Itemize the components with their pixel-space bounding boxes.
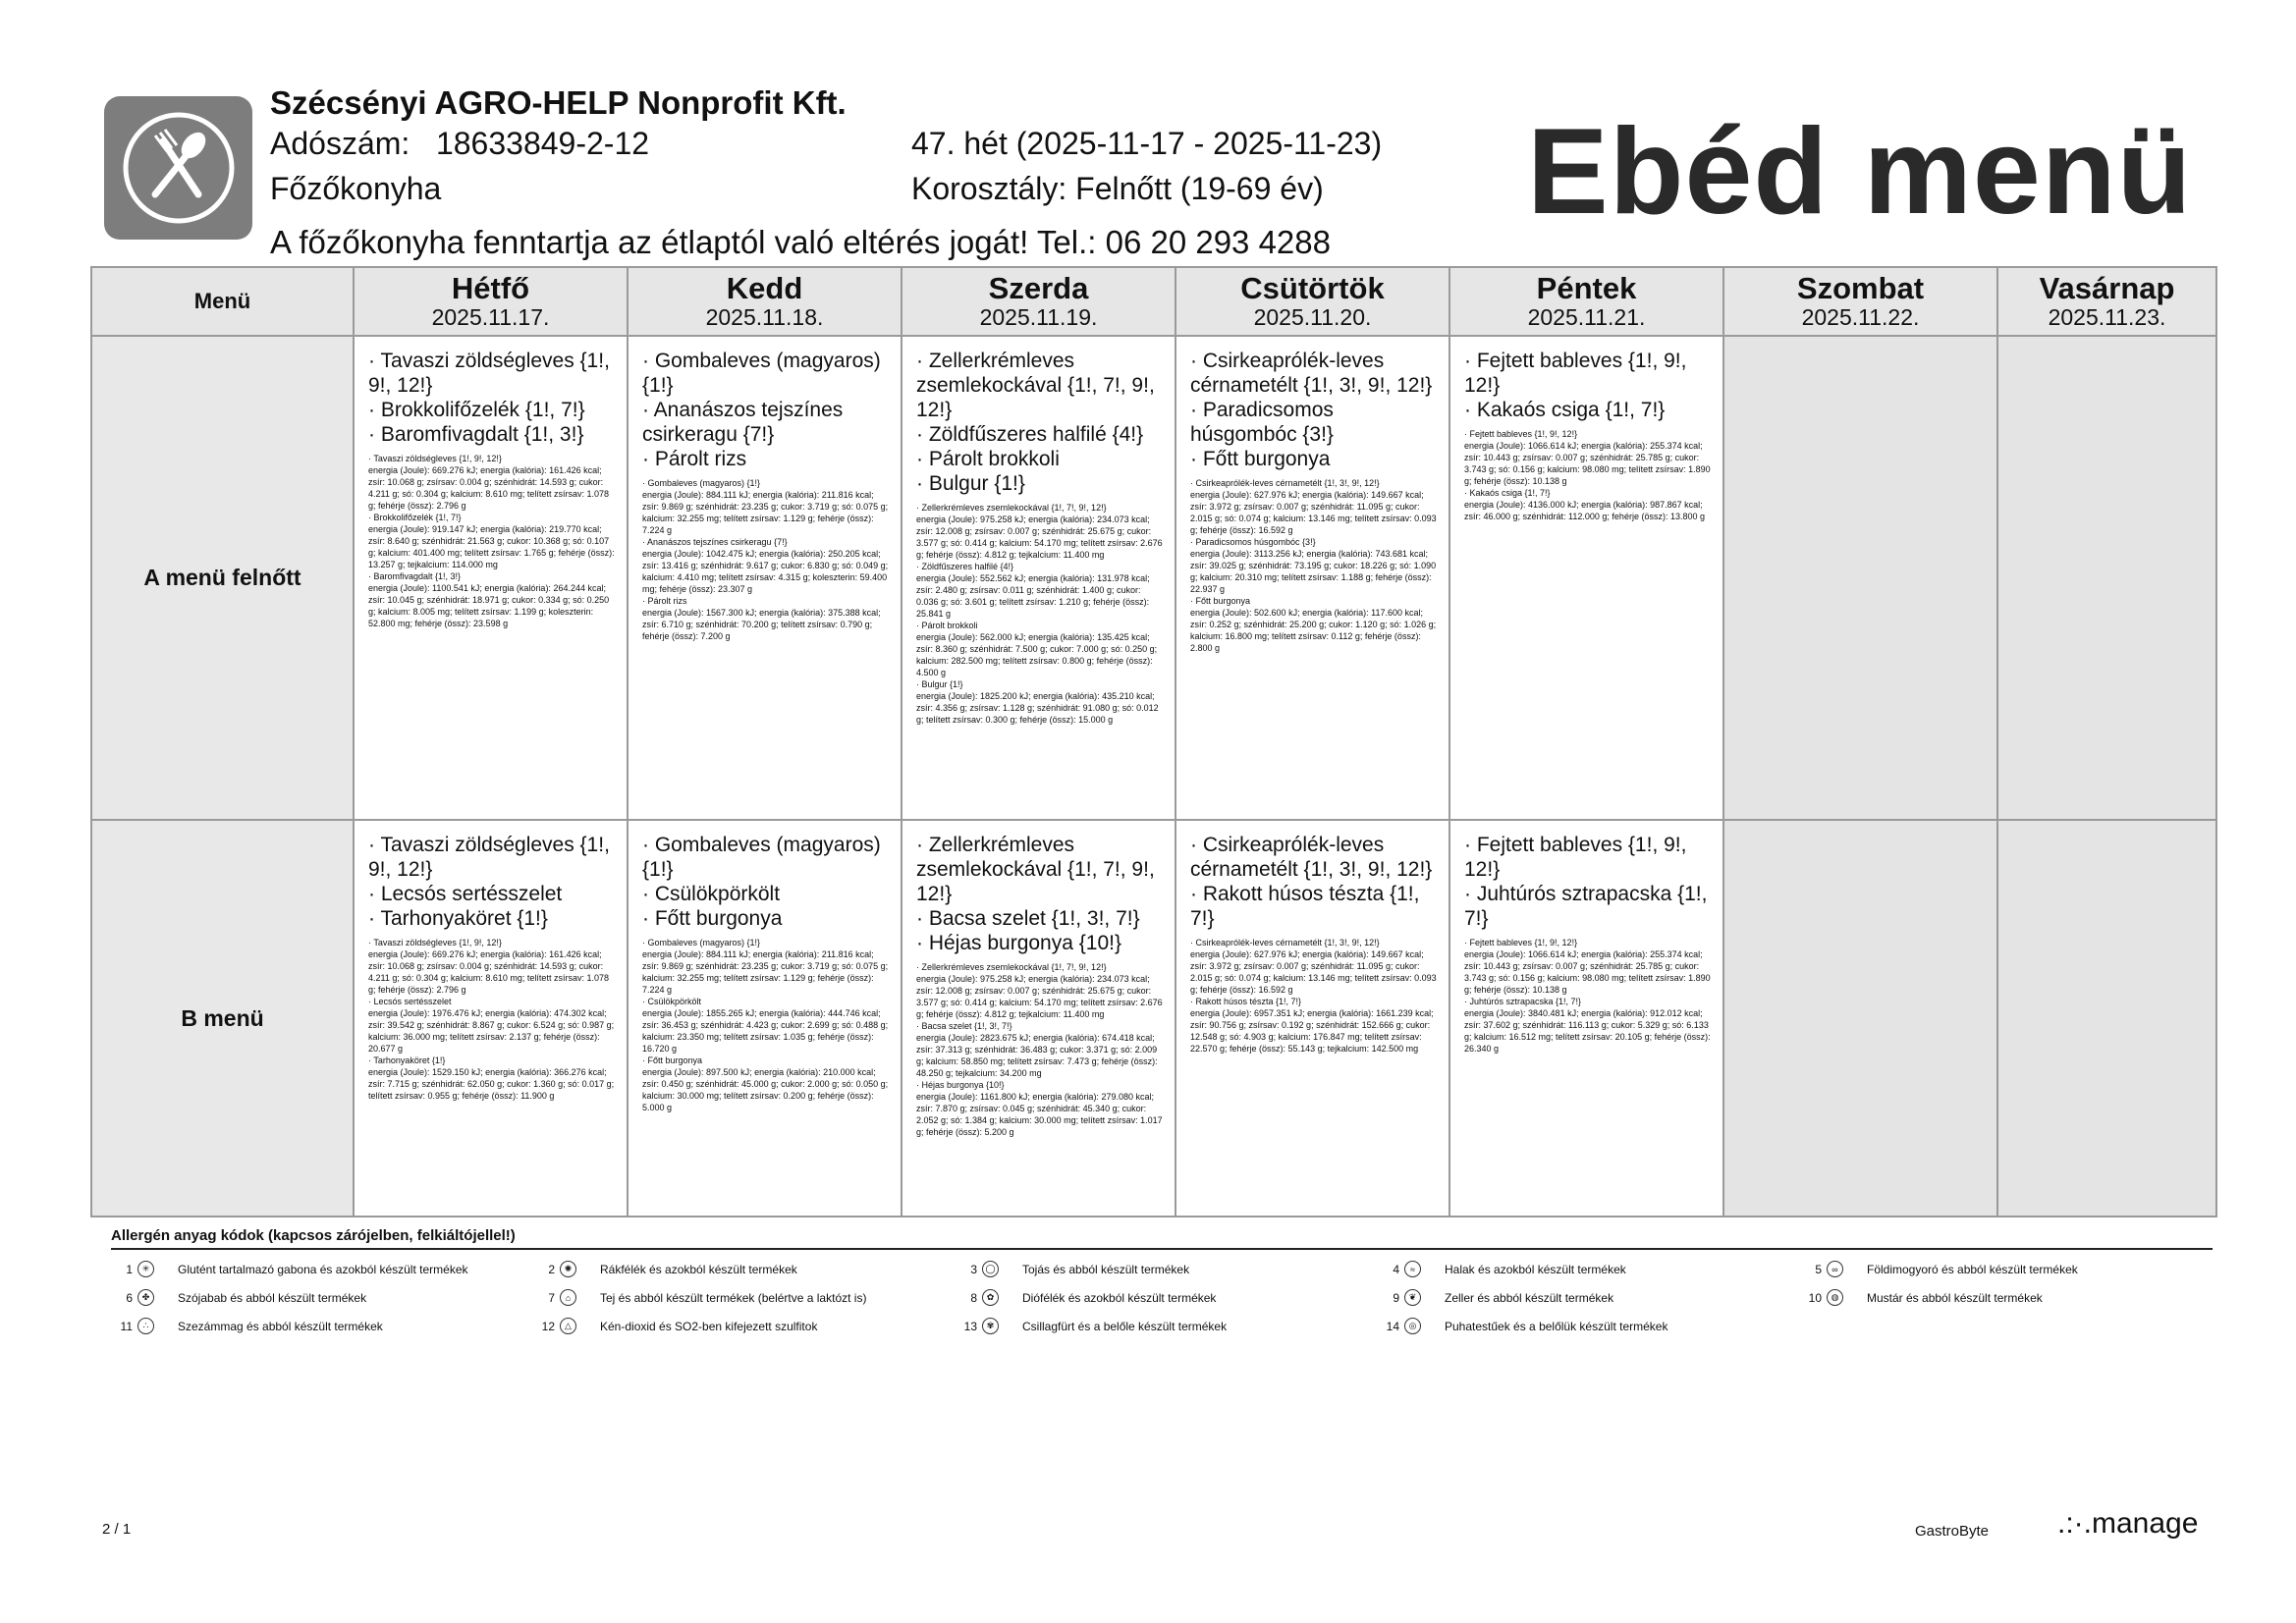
nutrition-values: energia (Joule): 3113.256 kJ; energia (kalória): 743.681 kcal; zsír: 39.025 g; szénhidrát: 73.195 g; cukor: 18.226 g; só: 1.090 g; kalcium: 20.310 mg; telített zsírsav: 1.188 g; fehérje (össz): 22.937 g (1190, 549, 1437, 594)
allergen-number: 7 (548, 1290, 555, 1305)
crab-icon: ✺ (560, 1261, 576, 1277)
allergen-number: 6 (126, 1290, 133, 1305)
dish-name: · Kakaós csiga {1!, 7!} (1464, 399, 1666, 421)
nutrition-values: energia (Joule): 6957.351 kJ; energia (kalória): 1661.239 kcal; zsír: 90.756 g; zsírsav: 0.192 g; szénhidrát: 152.666 g; cukor: 12.548 g; só: 4.903 g; kalcium: 176.847 mg; telített zsírsav: 22.570 g; fehérje (össz): 55.143 g; tejkalcium: 142.500 mg (1190, 1008, 1434, 1054)
nutrition-values: energia (Joule): 884.111 kJ; energia (kalória): 211.816 kcal; zsír: 9.869 g; szénhidrát: 23.235 g; cukor: 3.719 g; só: 0.075 g; kalcium: 32.255 mg; telített zsírsav: 1.129 g; fehérje (össz): 7.224 g (642, 949, 889, 995)
nutrition-values: energia (Joule): 1855.265 kJ; energia (kalória): 444.746 kcal; zsír: 36.453 g; szénhidrát: 4.423 g; cukor: 2.699 g; só: 0.488 g; kalcium: 23.350 mg; telített zsírsav: 1.035 g; fehérje (össz): 16.720 g (642, 1008, 889, 1054)
menu-cell (1723, 336, 1997, 820)
nutrition-dish-label: · Lecsós sertésszelet (368, 997, 452, 1006)
dish-name: · Gombaleves (magyaros) {1!} (642, 834, 881, 881)
dish-name: · Tavaszi zöldségleves {1!, 9!, 12!} (368, 834, 610, 881)
menu-cell (1723, 820, 1997, 1217)
nutrition-values: energia (Joule): 884.111 kJ; energia (kalória): 211.816 kcal; zsír: 9.869 g; szénhidrát: 23.235 g; cukor: 3.719 g; só: 0.075 g; kalcium: 32.255 mg; telített zsírsav: 1.129 g; fehérje (össz): 7.224 g (642, 490, 889, 535)
allergen-item (533, 1318, 817, 1334)
nutrition-dish-label: · Csülökpörkölt (642, 997, 702, 1006)
nutrition-dish-label: · Főtt burgonya (1190, 596, 1251, 606)
nutrition-dish-label: · Zellerkrémleves zsemlekockával {1!, 7!, 9!, 12!} (916, 962, 1107, 972)
nutrition-values: energia (Joule): 897.500 kJ; energia (kalória): 210.000 kcal; zsír: 0.450 g; szénhidrát: 45.000 g; cukor: 2.000 g; só: 0.050 g; kalcium: 30.000 mg; telített zsírsav: 0.200 g; fehérje (össz): 5.000 g (642, 1067, 889, 1112)
allergen-number: 9 (1393, 1290, 1399, 1305)
allergen-label: Csillagfürt és a belőle készült termékek (1022, 1319, 1228, 1333)
day-name: Hétfő (451, 271, 530, 305)
nutrition-values: energia (Joule): 1066.614 kJ; energia (kalória): 255.374 kcal; zsír: 10.443 g; zsírsav: 0.007 g; szénhidrát: 25.785 g; cukor: 3.743 g; só: 0.156 g; kalcium: 98.080 mg; telített zsírsav: 1.890 g; fehérje (össz): 10.138 g (1464, 949, 1711, 995)
menu-cell (1449, 336, 1723, 820)
dish-name: · Főtt burgonya (642, 907, 783, 930)
day-header (1175, 267, 1449, 336)
menu-cell (1997, 336, 2216, 820)
day-name: Vasárnap (2039, 271, 2175, 305)
vendor-name: GastroByte (1915, 1523, 1990, 1540)
nutrition-values: energia (Joule): 1042.475 kJ; energia (kalória): 250.205 kcal; zsír: 13.416 g; szénhidrát: 9.617 g; cukor: 6.830 g; só: 0.049 g; kalcium: 4.410 mg; telített zsírsav: 4.315 g; koleszterin: 59.400 mg; fehérje (össz): 23.307 g (642, 549, 889, 594)
day-date: 2025.11.20. (1253, 304, 1372, 330)
nutrition-dish-label: · Csirkeaprólék-leves cérnametélt {1!, 3!, 9!, 12!} (1190, 478, 1380, 488)
allergen-label: Rákfélék és azokból készült termékek (600, 1262, 797, 1276)
dish-name: · Csirkeaprólék-leves cérnametélt {1!, 3!, 9!, 12!} (1190, 350, 1433, 397)
allergen-item (533, 1261, 797, 1277)
dish-name: · Csülökpörkölt (642, 883, 781, 905)
brand-logo: .:·.manage (2057, 1507, 2199, 1540)
dish-name: · Lecsós sertésszelet (368, 883, 563, 905)
menu-row-label: B menü (91, 820, 354, 1217)
nutrition-dish-label: · Rakott húsos tészta {1!, 7!} (1190, 997, 1302, 1006)
menu-table (90, 266, 2217, 1217)
fish-icon: ≈ (1404, 1261, 1421, 1277)
page-number: 2 / 1 (102, 1521, 132, 1538)
allergen-item (111, 1261, 468, 1277)
wheat-icon: ✳ (137, 1261, 154, 1277)
dish-name: · Baromfivagdalt {1!, 3!} (368, 423, 584, 446)
nutrition-values: energia (Joule): 4136.000 kJ; energia (kalória): 987.867 kcal; zsír: 46.000 g; szénhidrát: 112.000 g; fehérje (össz): 13.800 g (1464, 500, 1705, 521)
logo (104, 96, 252, 240)
nutrition-values: energia (Joule): 975.258 kJ; energia (kalória): 234.073 kcal; zsír: 12.008 g; zsírsav: 0.007 g; szénhidrát: 25.675 g; cukor: 3.577 g; só: 0.414 g; kalcium: 54.170 mg; telített zsírsav: 2.676 g; fehérje (össz): 4.812 g; tejkalcium: 11.400 mg (916, 974, 1163, 1019)
corner-header: Menü (91, 267, 354, 336)
allergen-item (956, 1261, 1189, 1277)
dish-name: · Fejtett bableves {1!, 9!, 12!} (1464, 350, 1687, 397)
dish-name: · Bacsa szelet {1!, 3!, 7!} (916, 907, 1140, 930)
notice: A főzőkonyha fenntartja az étlaptól való eltérés jogát! Tel.: 06 20 293 4288 (270, 224, 1331, 260)
day-name: Szombat (1796, 271, 1925, 305)
allergen-label: Puhatestűek és a belőlük készült termékek (1445, 1319, 1668, 1333)
menu-cell (1175, 820, 1449, 1217)
allergen-item (1378, 1289, 1613, 1306)
allergen-item (1800, 1289, 2043, 1306)
nutrition-values: energia (Joule): 669.276 kJ; energia (kalória): 161.426 kcal; zsír: 10.068 g; zsírsav: 0.004 g; szénhidrát: 14.593 g; cukor: 4.211 g; só: 0.304 g; kalcium: 8.610 mg; telített zsírsav: 1.078 g; fehérje (össz): 2.796 g (368, 949, 609, 995)
allergen-number: 4 (1393, 1262, 1399, 1276)
allergen-number: 3 (970, 1262, 977, 1276)
dish-name: · Ananászos tejszínes csirkeragu {7!} (642, 399, 844, 446)
nutrition-dish-label: · Bulgur {1!} (916, 679, 963, 689)
dish-name: · Főtt burgonya (1190, 448, 1331, 470)
allergen-label: Szezámmag és abból készült termékek (178, 1319, 383, 1333)
nutrition-values: energia (Joule): 562.000 kJ; energia (kalória): 135.425 kcal; zsír: 8.360 g; szénhidrát: 7.500 g; cukor: 7.000 g; só: 0.250 g; kalcium: 282.500 mg; telített zsírsav: 0.800 g; fehérje (össz): 4.500 g (916, 632, 1158, 677)
nutrition-info (1190, 937, 1439, 1055)
allergen-number: 13 (963, 1319, 977, 1333)
allergen-item (1378, 1318, 1667, 1334)
nutrition-dish-label: · Fejtett bableves {1!, 9!, 12!} (1464, 938, 1578, 947)
spoon-fork-icon (104, 96, 252, 240)
allergen-item (956, 1289, 1216, 1306)
day-header (628, 267, 902, 336)
dish-name: · Brokkolifőzelék {1!, 7!} (368, 399, 585, 421)
nutrition-dish-label: · Tavaszi zöldségleves {1!, 9!, 12!} (368, 454, 502, 463)
nutrition-dish-label: · Héjas burgonya {10!} (916, 1080, 1005, 1090)
nutrition-values: energia (Joule): 552.562 kJ; energia (kalória): 131.978 kcal; zsír: 2.480 g; zsírsav: 0.011 g; szénhidrát: 1.400 g; cukor: 0.036 g; só: 3.601 g; telített zsírsav: 1.210 g; fehérje (össz): 25.841 g (916, 573, 1150, 619)
allergen-label: Zeller és abból készült termékek (1445, 1290, 1614, 1305)
nutrition-dish-label: · Paradicsomos húsgombóc {3!} (1190, 537, 1316, 547)
allergen-label: Tej és abból készült termékek (belértve a laktózt is) (600, 1290, 867, 1305)
nutrition-info (368, 937, 617, 1102)
nutrition-dish-label: · Gombaleves (magyaros) {1!} (642, 938, 761, 947)
dish-name: · Juhtúrós sztrapacska {1!, 7!} (1464, 883, 1708, 930)
dish-name: · Csirkeaprólék-leves cérnametélt {1!, 3!, 9!, 12!} (1190, 834, 1433, 881)
allergen-number: 2 (548, 1262, 555, 1276)
week-range: 47. hét (2025-11-17 - 2025-11-23) (911, 126, 1383, 161)
egg-icon: ◯ (982, 1261, 999, 1277)
day-header (1997, 267, 2216, 336)
menu-cell (628, 336, 902, 820)
day-name: Péntek (1536, 271, 1637, 305)
allergen-label: Diófélék és azokból készült termékek (1022, 1290, 1217, 1305)
allergen-label: Tojás és abból készült termékek (1022, 1262, 1190, 1276)
nutrition-info (1464, 428, 1713, 522)
day-name: Csütörtök (1240, 271, 1385, 305)
dish-name: · Zellerkrémleves zsemlekockával {1!, 7!, 9!, 12!} (916, 350, 1155, 421)
menu-row (91, 336, 2216, 820)
allergen-label: Földimogyoró és abból készült termékek (1867, 1262, 2078, 1276)
nutrition-dish-label: · Tavaszi zöldségleves {1!, 9!, 12!} (368, 938, 502, 947)
allergen-label: Halak és azokból készült termékek (1445, 1262, 1626, 1276)
dish-name: · Fejtett bableves {1!, 9!, 12!} (1464, 834, 1687, 881)
company-name: Szécsényi AGRO-HELP Nonprofit Kft. (270, 84, 847, 121)
day-date: 2025.11.21. (1527, 304, 1646, 330)
allergen-label: Kén-dioxid és SO2-ben kifejezett szulfitok (600, 1319, 818, 1333)
nutrition-dish-label: · Tarhonyaköret {1!} (368, 1055, 446, 1065)
soy-icon: ✤ (137, 1289, 154, 1306)
dish-name: · Zöldfűszeres halfilé {4!} (916, 423, 1144, 446)
menu-cell (902, 820, 1175, 1217)
day-name: Kedd (726, 271, 803, 305)
dish-name: · Párolt brokkoli (916, 448, 1060, 470)
nutrition-values: energia (Joule): 2823.675 kJ; energia (kalória): 674.418 kcal; zsír: 37.313 g; szénhidrát: 36.483 g; cukor: 3.371 g; só: 2.009 g; kalcium: 58.850 mg; telített zsírsav: 7.473 g; fehérje (össz): 48.250 g; tejkalcium: 34.200 mg (916, 1033, 1158, 1078)
menu-cell (628, 820, 902, 1217)
menu-cell (1175, 336, 1449, 820)
tax-number: Adószám: 18633849-2-12 (270, 126, 650, 161)
nutrition-values: energia (Joule): 627.976 kJ; energia (kalória): 149.667 kcal; zsír: 3.972 g; zsírsav: 0.007 g; szénhidrát: 11.095 g; cukor: 2.015 g; só: 0.074 g; kalcium: 13.146 mg; telített zsírsav: 0.093 g; fehérje (össz): 16.592 g (1190, 949, 1437, 995)
allergen-title: Allergén anyag kódok (kapcsos zárójelben, felkiáltójellel!) (111, 1227, 516, 1244)
nutrition-dish-label: · Gombaleves (magyaros) {1!} (642, 478, 761, 488)
allergen-item (956, 1318, 1227, 1334)
page-title: Ebéd menü (1527, 104, 2193, 240)
nutrition-values: energia (Joule): 919.147 kJ; energia (kalória): 219.770 kcal; zsír: 8.640 g; szénhidrát: 21.563 g; cukor: 10.368 g; só: 0.107 g; kalcium: 401.400 mg; telített zsírsav: 1.765 g; fehérje (össz): 13.257 g; tejkalcium: 114.000 mg (368, 524, 615, 569)
allergen-number: 1 (126, 1262, 133, 1276)
allergen-item (1378, 1261, 1626, 1277)
divider (111, 1248, 2213, 1250)
nutrition-values: energia (Joule): 1976.476 kJ; energia (kalória): 474.302 kcal; zsír: 39.542 g; szénhidrát: 8.867 g; cukor: 6.524 g; só: 0.987 g; kalcium: 36.000 mg; telített zsírsav: 2.137 g; fehérje (össz): 20.677 g (368, 1008, 615, 1054)
nutrition-values: energia (Joule): 1066.614 kJ; energia (kalória): 255.374 kcal; zsír: 10.443 g; zsírsav: 0.007 g; szénhidrát: 25.785 g; cukor: 3.743 g; só: 0.156 g; kalcium: 98.080 mg; telített zsírsav: 1.890 g; fehérje (össz): 10.138 g (1464, 441, 1711, 486)
day-header (1723, 267, 1997, 336)
menu-row (91, 820, 2216, 1217)
menu-cell (902, 336, 1175, 820)
sesame-icon: ∴ (137, 1318, 154, 1334)
day-date: 2025.11.22. (1801, 304, 1920, 330)
nutrition-info (1464, 937, 1713, 1055)
nutrition-info (642, 477, 891, 642)
day-date: 2025.11.19. (979, 304, 1098, 330)
day-date: 2025.11.23. (2048, 304, 2166, 330)
dish-name: · Tarhonyaköret {1!} (368, 907, 548, 930)
nutrition-dish-label: · Baromfivagdalt {1!, 3!} (368, 571, 462, 581)
nutrition-info (916, 502, 1165, 726)
nutrition-dish-label: · Juhtúrós sztrapacska {1!, 7!} (1464, 997, 1582, 1006)
celery-icon: ❦ (1404, 1289, 1421, 1306)
nutrition-info (1190, 477, 1439, 654)
nutrition-info (368, 453, 617, 629)
allergen-item (1800, 1261, 2078, 1277)
nutrition-values: energia (Joule): 1161.800 kJ; energia (kalória): 279.080 kcal; zsír: 7.870 g; zsírsav: 0.045 g; szénhidrát: 45.340 g; cukor: 2.052 g; só: 1.384 g; kalcium: 30.000 mg; telített zsírsav: 1.017 g; fehérje (össz): 5.200 g (916, 1092, 1163, 1137)
day-header (902, 267, 1175, 336)
day-header (1449, 267, 1723, 336)
lupin-icon: ✾ (982, 1318, 999, 1334)
allergen-item (533, 1289, 866, 1306)
menu-cell (354, 820, 628, 1217)
sulphite-icon: △ (560, 1318, 576, 1334)
allergen-number: 8 (970, 1290, 977, 1305)
allergen-number: 5 (1815, 1262, 1822, 1276)
allergen-label: Szójabab és abból készült termékek (178, 1290, 367, 1305)
dish-name: · Héjas burgonya {10!} (916, 932, 1121, 954)
day-name: Szerda (988, 271, 1089, 305)
day-header (354, 267, 628, 336)
dish-name: · Tavaszi zöldségleves {1!, 9!, 12!} (368, 350, 610, 397)
allergen-number: 11 (120, 1319, 133, 1333)
nutrition-dish-label: · Zöldfűszeres halfilé {4!} (916, 562, 1014, 571)
nutrition-values: energia (Joule): 975.258 kJ; energia (kalória): 234.073 kcal; zsír: 12.008 g; zsírsav: 0.007 g; szénhidrát: 25.675 g; cukor: 3.577 g; só: 0.414 g; kalcium: 54.170 mg; telített zsírsav: 2.676 g; fehérje (össz): 4.812 g; tejkalcium: 11.400 mg (916, 514, 1163, 560)
nutrition-values: energia (Joule): 3840.481 kJ; energia (kalória): 912.012 kcal; zsír: 37.602 g; szénhidrát: 116.113 g; cukor: 5.329 g; só: 6.133 g; kalcium: 16.512 mg; telített zsírsav: 20.105 g; fehérje (össz): 26.340 g (1464, 1008, 1711, 1054)
allergen-item (111, 1318, 383, 1334)
nutrition-dish-label: · Bacsa szelet {1!, 3!, 7!} (916, 1021, 1012, 1031)
day-date: 2025.11.17. (431, 304, 550, 330)
dish-name: · Rakott húsos tészta {1!, 7!} (1190, 883, 1420, 930)
allergen-number: 14 (1386, 1319, 1399, 1333)
mustard-icon: ◍ (1827, 1289, 1843, 1306)
milk-icon: ⌂ (560, 1289, 576, 1306)
peanut-icon: ∞ (1827, 1261, 1843, 1277)
dish-name: · Bulgur {1!} (916, 472, 1025, 495)
nutrition-dish-label: · Párolt rizs (642, 596, 687, 606)
allergen-item (111, 1289, 366, 1306)
nutrition-values: energia (Joule): 1100.541 kJ; energia (kalória): 264.244 kcal; zsír: 10.045 g; szénhidrát: 18.971 g; cukor: 0.334 g; só: 0.250 g; kalcium: 8.005 mg; telített zsírsav: 1.199 g; koleszterin: 52.800 mg; fehérje (össz): 23.598 g (368, 583, 610, 628)
dish-name: · Paradicsomos húsgombóc {3!} (1190, 399, 1334, 446)
menu-cell (1997, 820, 2216, 1217)
nutrition-dish-label: · Zellerkrémleves zsemlekockával {1!, 7!, 9!, 12!} (916, 503, 1107, 513)
allergen-number: 12 (541, 1319, 555, 1333)
nutrition-values: energia (Joule): 1825.200 kJ; energia (kalória): 435.210 kcal; zsír: 4.356 g; zsírsav: 1.128 g; szénhidrát: 91.080 g; só: 0.012 g; telített zsírsav: 0.300 g; fehérje (össz): 15.000 g (916, 691, 1159, 725)
nutrition-info (916, 961, 1165, 1138)
menu-cell (1449, 820, 1723, 1217)
nutrition-values: energia (Joule): 1567.300 kJ; energia (kalória): 375.388 kcal; zsír: 6.710 g; szénhidrát: 70.200 g; telített zsírsav: 0.790 g; fehérje (össz): 7.200 g (642, 608, 881, 641)
nutrition-dish-label: · Brokkolifőzelék {1!, 7!} (368, 513, 462, 522)
nutrition-info (642, 937, 891, 1113)
nutrition-values: energia (Joule): 669.276 kJ; energia (kalória): 161.426 kcal; zsír: 10.068 g; zsírsav: 0.004 g; szénhidrát: 14.593 g; cukor: 4.211 g; só: 0.304 g; kalcium: 8.610 mg; telített zsírsav: 1.078 g; fehérje (össz): 2.796 g (368, 465, 609, 511)
nutrition-values: energia (Joule): 502.600 kJ; energia (kalória): 117.600 kcal; zsír: 0.252 g; szénhidrát: 25.200 g; cukor: 1.120 g; só: 1.026 g; kalcium: 16.800 mg; telített zsírsav: 0.112 g; fehérje (össz): 2.800 g (1190, 608, 1437, 653)
allergen-label: Mustár és abból készült termékek (1867, 1290, 2043, 1305)
menu-row-label: A menü felnőtt (91, 336, 354, 820)
menu-cell (354, 336, 628, 820)
nutrition-dish-label: · Főtt burgonya (642, 1055, 703, 1065)
nutrition-values: energia (Joule): 627.976 kJ; energia (kalória): 149.667 kcal; zsír: 3.972 g; zsírsav: 0.007 g; szénhidrát: 11.095 g; cukor: 2.015 g; só: 0.074 g; kalcium: 13.146 mg; telített zsírsav: 0.093 g; fehérje (össz): 16.592 g (1190, 490, 1437, 535)
mollusc-icon: ◎ (1404, 1318, 1421, 1334)
nutrition-dish-label: · Fejtett bableves {1!, 9!, 12!} (1464, 429, 1578, 439)
nut-icon: ✿ (982, 1289, 999, 1306)
nutrition-values: energia (Joule): 1529.150 kJ; energia (kalória): 366.276 kcal; zsír: 7.715 g; szénhidrát: 62.050 g; cukor: 1.360 g; só: 0.017 g; telített zsírsav: 0.955 g; fehérje (össz): 11.900 g (368, 1067, 615, 1101)
nutrition-dish-label: · Kakaós csiga {1!, 7!} (1464, 488, 1551, 498)
nutrition-dish-label: · Ananászos tejszínes csirkeragu {7!} (642, 537, 788, 547)
kitchen-name: Főzőkonyha (270, 171, 442, 206)
allergen-label: Glutént tartalmazó gabona és azokból készült termékek (178, 1262, 468, 1276)
dish-name: · Zellerkrémleves zsemlekockával {1!, 7!, 9!, 12!} (916, 834, 1155, 905)
age-group: Korosztály: Felnőtt (19-69 év) (911, 171, 1324, 206)
nutrition-dish-label: · Párolt brokkoli (916, 621, 978, 630)
allergen-number: 10 (1808, 1290, 1822, 1305)
dish-name: · Gombaleves (magyaros) {1!} (642, 350, 881, 397)
nutrition-dish-label: · Csirkeaprólék-leves cérnametélt {1!, 3!, 9!, 12!} (1190, 938, 1380, 947)
header-row (91, 267, 2216, 336)
dish-name: · Párolt rizs (642, 448, 747, 470)
day-date: 2025.11.18. (705, 304, 824, 330)
